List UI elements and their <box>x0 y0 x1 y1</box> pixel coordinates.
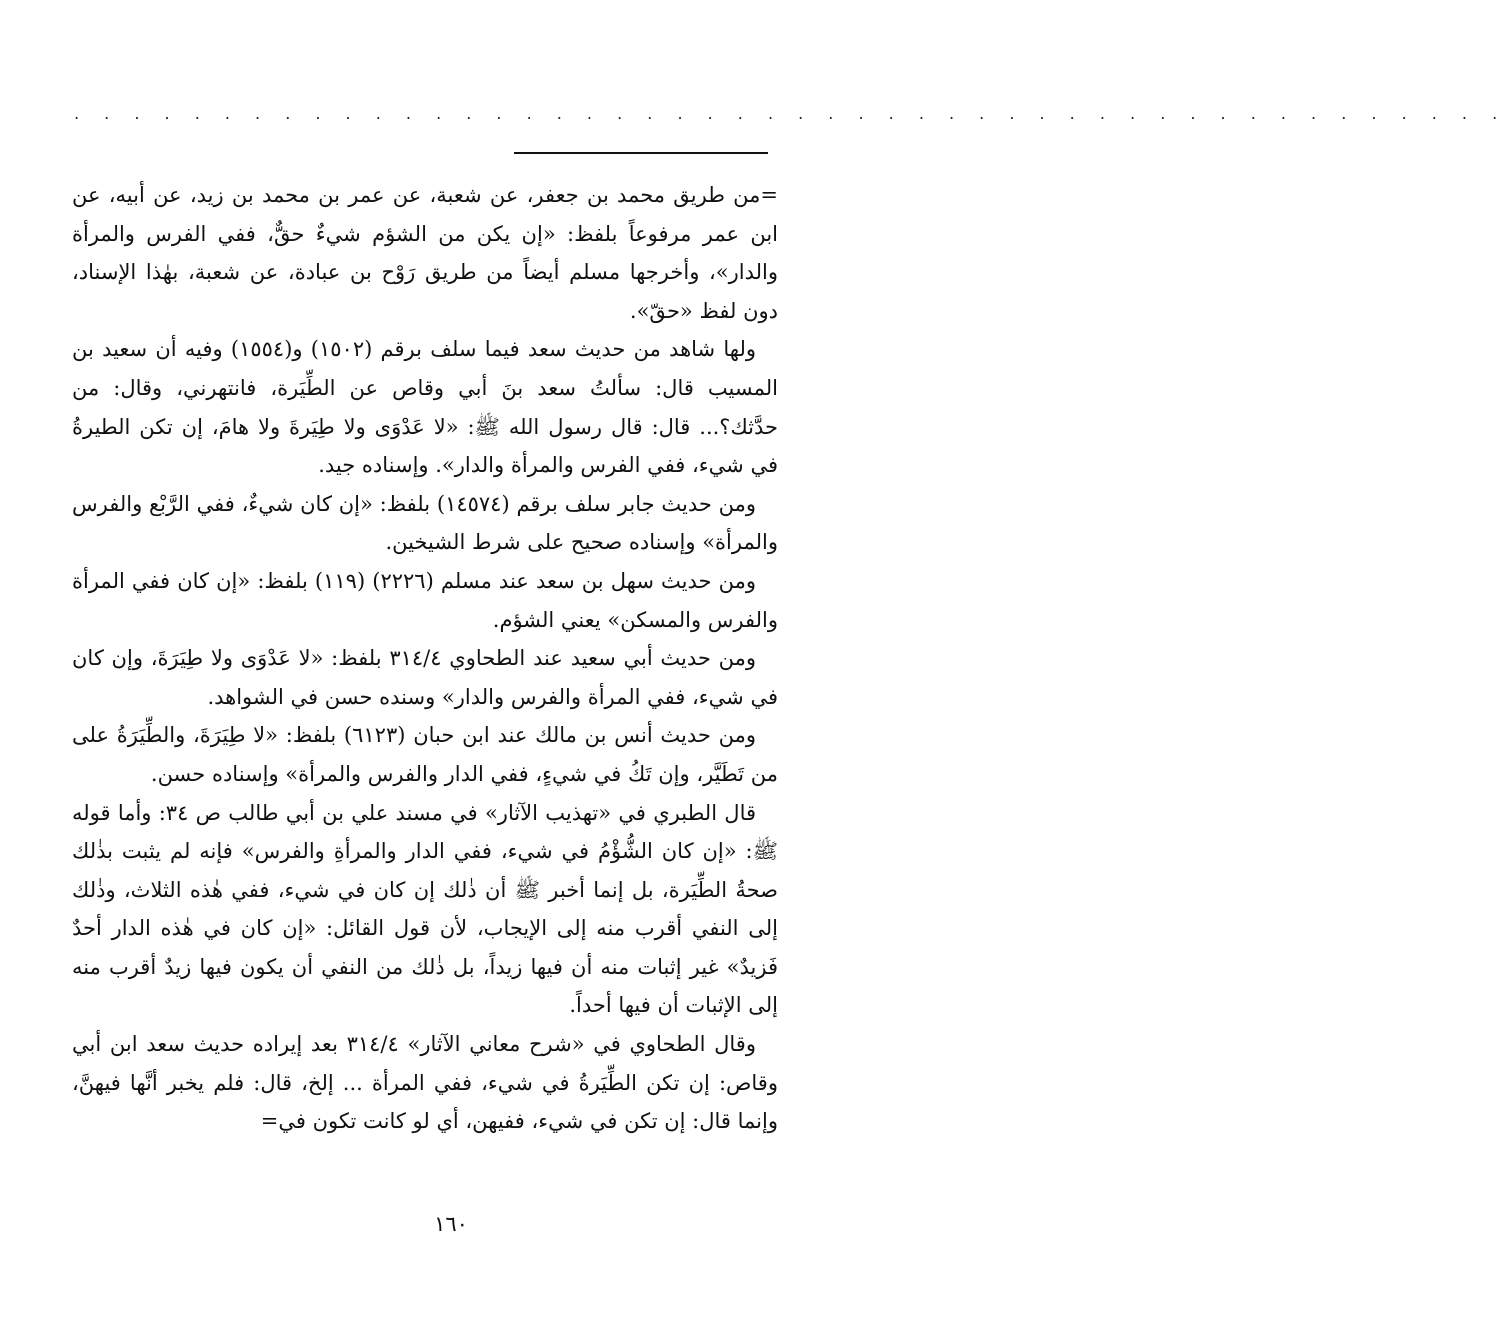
footnote-paragraph-5: ومن حديث أبي سعيد عند الطحاوي ٣١٤/٤ بلفظ: «لا عَدْوَى ولا طِيَرَةَ، وإن كان في شيء، ففي المرأة والفرس والدار» وسنده حسن في الشواهد. <box>72 646 778 709</box>
footnote-text <box>72 176 778 1141</box>
footnote-separator-rule <box>514 152 768 154</box>
footnote-paragraph-1: =من طريق محمد بن جعفر، عن شعبة، عن عمر بن محمد بن زيد، عن أبيه، عن ابن عمر مرفوعاً بلفظ: «إن يكن من الشؤم شيءٌ حقٌّ، ففي الفرس والمرأة والدار»، وأخرجها مسلم أيضاً من طريق رَوْح بن عبادة، عن شعبة، بهٰذا الإسناد، دون لفظ «حقّ». <box>72 183 778 323</box>
header-dotted-line: . . . . . . . . . . . . . . . . . . . . . . . . . . . . . . . . . . . . . . . . . . . . . . . . <box>74 104 1507 123</box>
footnote-paragraph-2: ولها شاهد من حديث سعد فيما سلف برقم (١٥٠٢) و(١٥٥٤) وفيه أن سعيد بن المسيب قال: سألتُ سعد بنَ أبي وقاص عن الطِّيَرة، فانتهرني، وقال: من حدَّثك؟... قال: قال رسول الله ﷺ: «لا عَدْوَى ولا طِيَرةَ ولا هامَ، إن تكن الطيرةُ في شيء، ففي الفرس والمرأة والدار». وإسناده جيد. <box>72 337 778 478</box>
footnote-paragraph-4: ومن حديث سهل بن سعد عند مسلم (٢٢٢٦) (١١٩) بلفظ: «إن كان ففي المرأة والفرس والمسكن» يعني الشؤم. <box>72 568 778 632</box>
footnote-paragraph-3: ومن حديث جابر سلف برقم (١٤٥٧٤) بلفظ: «إن كان شيءٌ، ففي الرَّبْع والفرس والمرأة» وإسناده صحيح على شرط الشيخين. <box>72 491 778 555</box>
footnote-paragraph-7: قال الطبري في «تهذيب الآثار» في مسند علي بن أبي طالب ص ٣٤: وأما قوله ﷺ: «إن كان الشُّؤْمُ في شيء، ففي الدار والمرأةِ والفرس» فإنه لم يثبت بذٰلك صحةُ الطِّيَرة، بل إنما أخبر ﷺ أن ذٰلك إن كان في شيء، ففي هٰذه الثلاث، وذٰلك إلى النفي أقرب منه إلى الإيجاب، لأن قول القائل: «إن كان في هٰذه الدار أحدٌ فَزيدٌ» غير إثبات منه أن فيها زيداً، بل ذٰلك من النفي أن يكون فيها زيدٌ أقرب منه إلى الإثبات أن فيها أحداً. <box>72 800 778 1018</box>
footnote-paragraph-6: ومن حديث أنس بن مالك عند ابن حبان (٦١٢٣) بلفظ: «لا طِيَرَةَ، والطِّيَرَةُ على من تَطَيَّر، وإن تَكُ في شيءٍ، ففي الدار والفرس والمرأة» وإسناده حسن. <box>72 723 778 786</box>
footnote-paragraph-8: وقال الطحاوي في «شرح معاني الآثار» ٣١٤/٤ بعد إيراده حديث سعد ابن أبي وقاص: إن تكن الطِّيَرةُ في شيء، ففي المرأة ... إلخ، قال: فلم يخبر أنَّها فيهنَّ، وإنما قال: إن تكن في شيء، ففيهن، أي لو كانت تكون في= <box>72 1032 778 1134</box>
page-number: ١٦٠ <box>434 1212 468 1236</box>
